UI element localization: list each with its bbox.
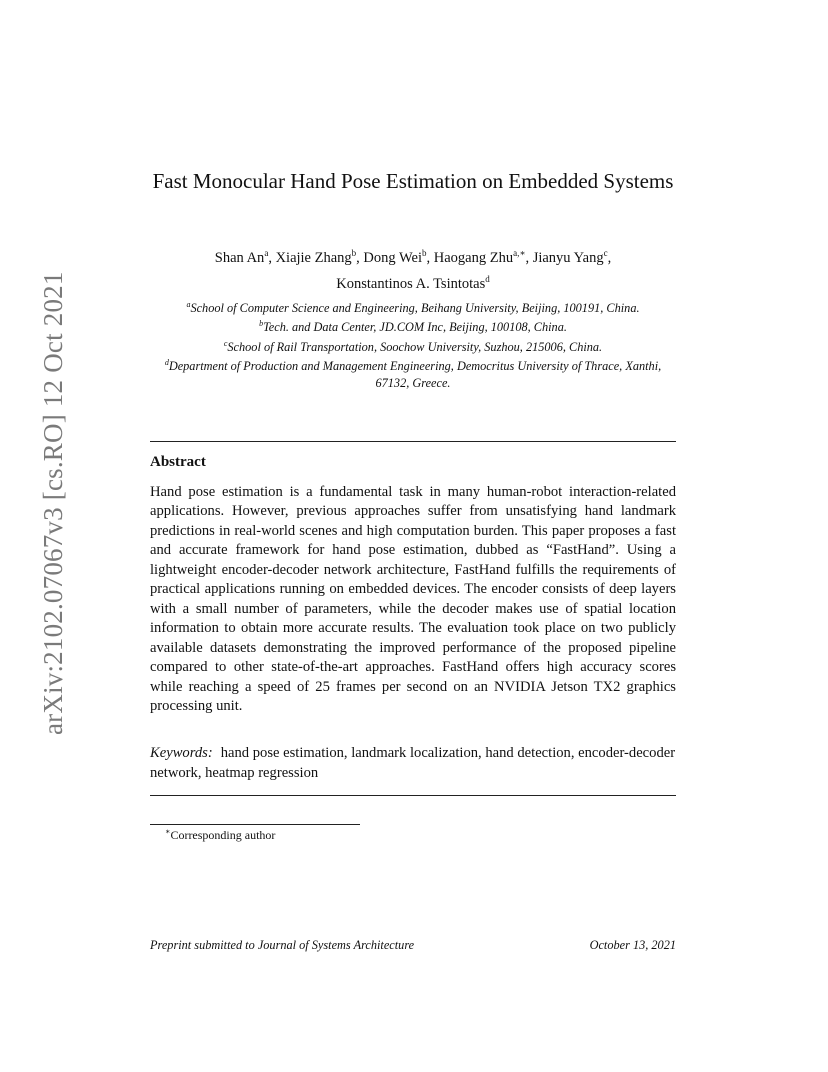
author: Jianyu Yang$^c$,: [532, 248, 612, 266]
paper-title: Fast Monocular Hand Pose Estimation on Embedded Systems: [152, 169, 674, 193]
affiliation: $^d$Department of Production and Management Engineering, Democritus University of Thrace, Xanthi, 67132, Greece.: [164, 358, 662, 390]
affiliation-list: [150, 297, 676, 391]
footer-date: October 13, 2021: [589, 938, 676, 952]
abstract-bottom-rule: [150, 795, 676, 796]
affiliation: $^c$School of Rail Transportation, Soochow University, Suzhou, 215006, China.: [223, 338, 603, 354]
abstract-top-rule: [150, 441, 676, 442]
author: Xiajie Zhang$^b$,: [275, 248, 364, 266]
author: Haogang Zhu$^{a,∗}$,: [433, 248, 533, 266]
footer-preprint-note: Preprint submitted to Journal of Systems Architecture: [150, 938, 415, 952]
keywords: [150, 744, 676, 783]
arxiv-identifier-stamp: arXiv:2102.07067v3 [cs.RO] 12 Oct 2021: [38, 271, 68, 735]
author: Dong Wei$^b$,: [363, 248, 434, 266]
keywords-text: hand pose estimation, landmark localization, hand detection, encoder-decoder network, heatmap regression: [150, 745, 676, 781]
footnote: [165, 827, 275, 843]
author: Shan An$^a$,: [214, 248, 276, 266]
author: Konstantinos A. Tsintotas$^d$: [336, 273, 490, 292]
author-list: [150, 243, 676, 295]
footnote-mark: ∗: [165, 827, 171, 836]
affiliation: $^a$School of Computer Science and Engineering, Beihang University, Beijing, 100191, China.: [186, 300, 640, 316]
abstract-heading: Abstract: [150, 454, 206, 470]
footnote-text: Corresponding author: [170, 828, 276, 842]
affiliation: $^b$Tech. and Data Center, JD.COM Inc, Beijing, 100108, China.: [259, 319, 567, 335]
keywords-label: Keywords:: [150, 745, 213, 761]
footnote-rule: [150, 824, 360, 825]
abstract-body: Hand pose estimation is a fundamental task in many human-robot interaction-related applications. However, previous approaches suffer from unsatisfying hand landmark predictions in real-world scenes and high computation burden. This paper proposes a fast and accurate framework for hand pose estimation, dubbed as “FastHand”. Using a lightweight encoder-decoder network architecture, FastHand fulfills the requirements of practical applications running on embedded devices. The encoder consists of deep layers with a small number of parameters, while the decoder makes use of spatial location information to obtain more accurate results. The evaluation took place on two publicly available datasets demonstrating the improved performance of the proposed pipeline compared to other state-of-the-art approaches. FastHand offers high accuracy scores while reaching a speed of 25 frames per second on an NVIDIA Jetson TX2 graphics processing unit.: [150, 484, 676, 714]
